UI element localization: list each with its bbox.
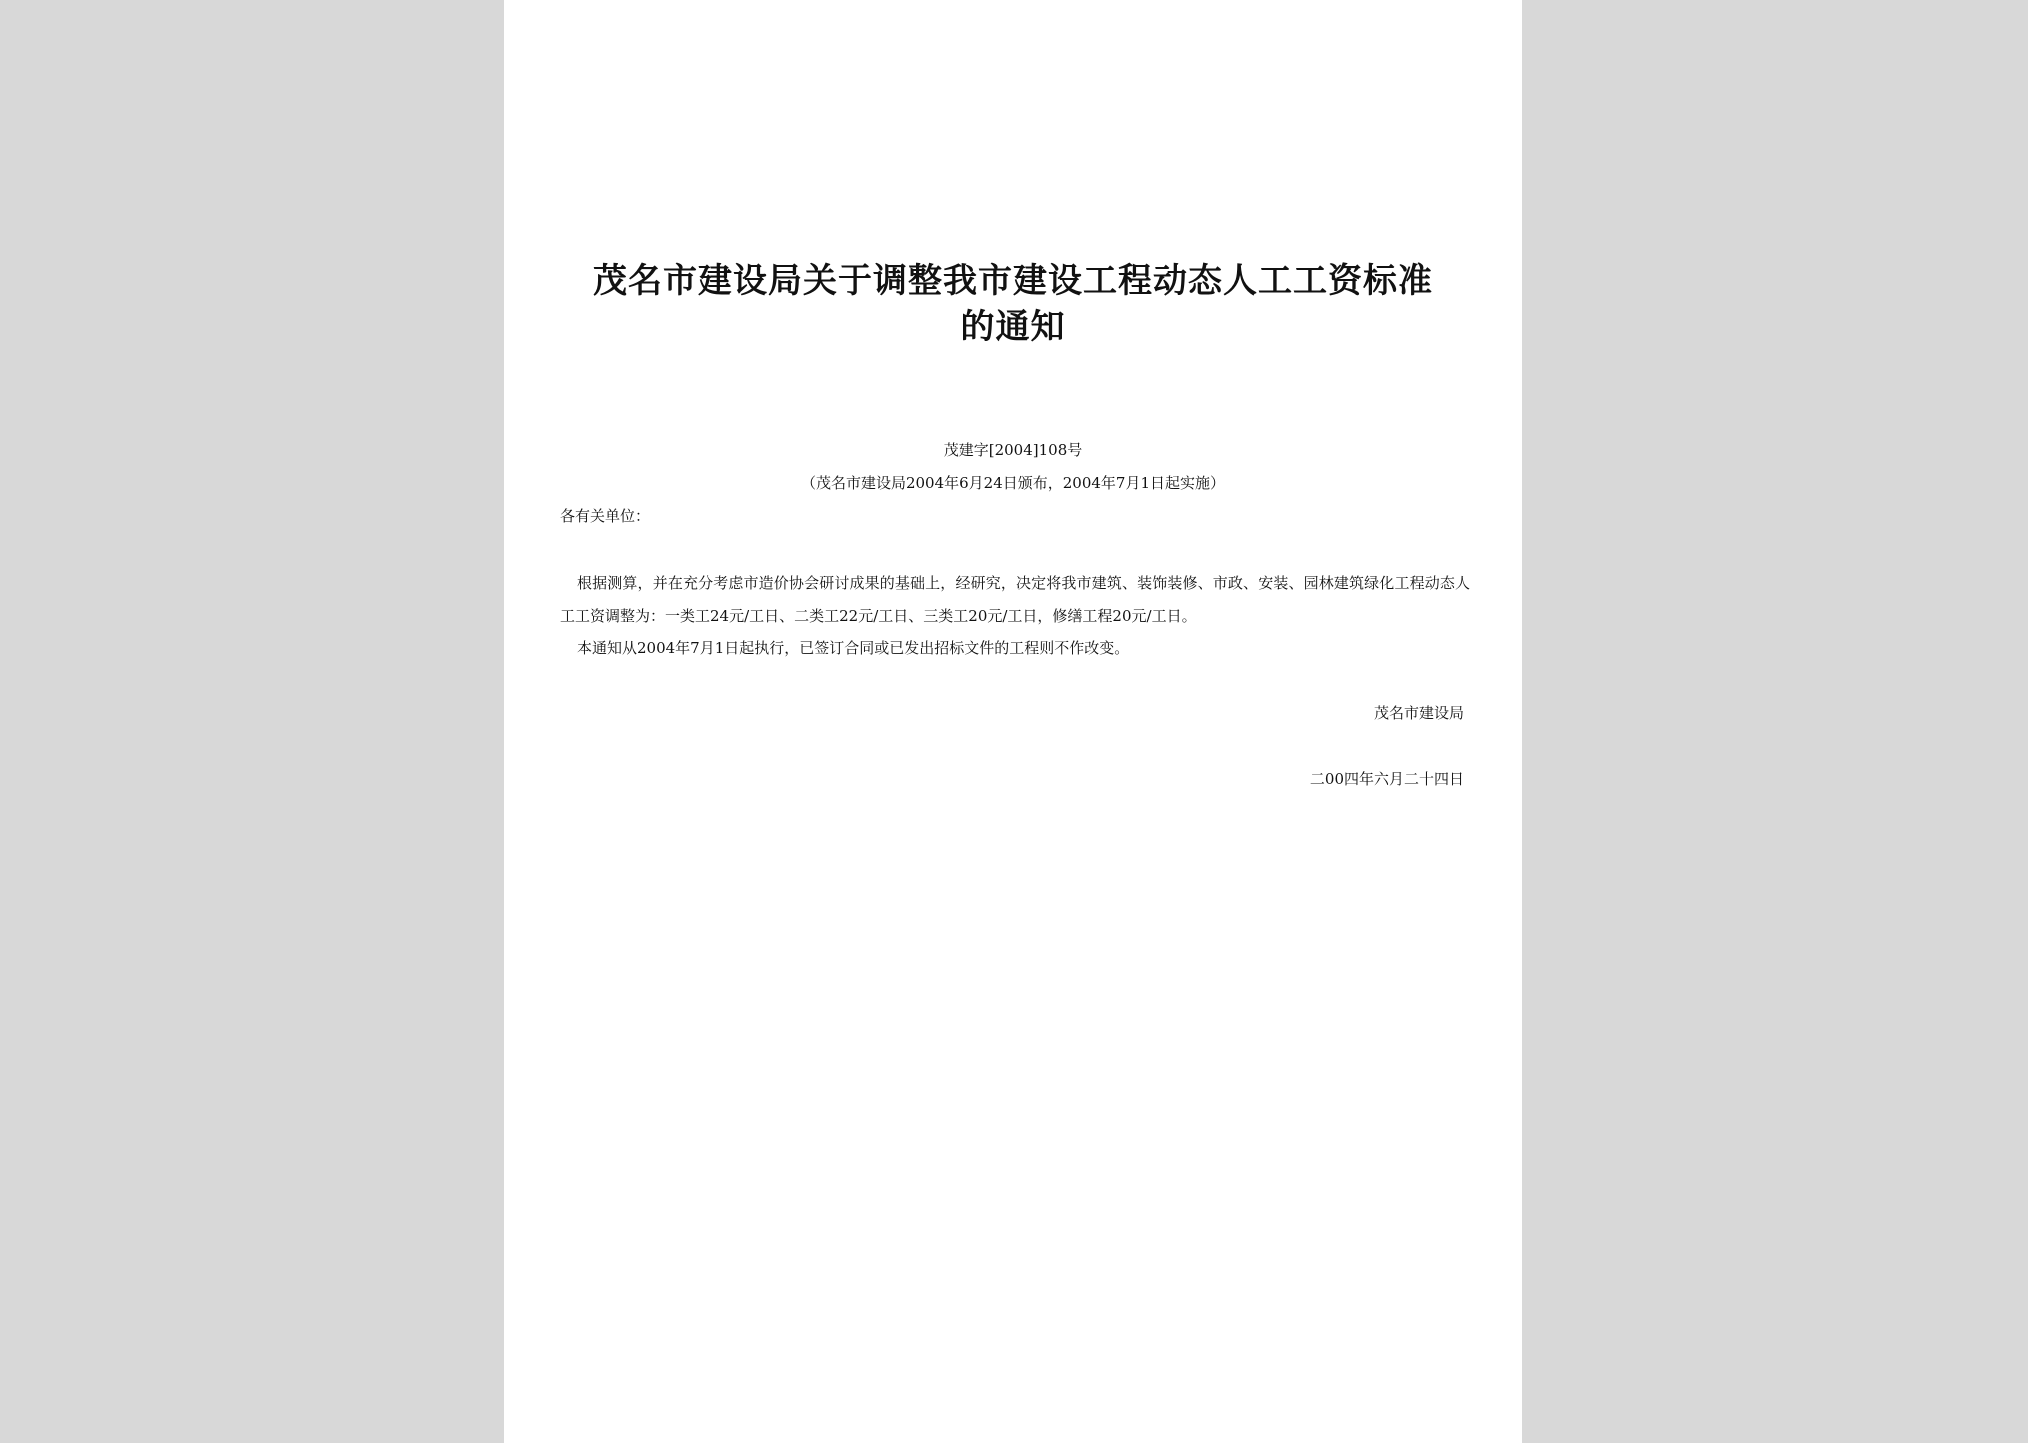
body-paragraph-1: 根据测算，并在充分考虑市造价协会研讨成果的基础上，经研究，决定将我市建筑、装饰装修、市政、安装、园林建筑绿化工程动态人工工资调整为：一类工24元/工日、二类工22元/工日、三类工20元/工日，修缮工程20元/工日。 [560,574,1470,625]
document-number: 茂建字[2004]108号 [943,441,1083,459]
title-line-2: 的通知 [960,307,1066,347]
signing-date: 二00四年六月二十四日 [1309,770,1464,788]
signature: 茂名市建设局 [1373,704,1464,722]
document-page [504,0,1522,1443]
body-paragraph-2: 本通知从2004年7月1日起执行，已签订合同或已发出招标文件的工程则不作改变。 [577,639,1130,657]
salutation: 各有关单位： [560,507,651,525]
document-title [554,258,1472,350]
issued-note: （茂名市建设局2004年6月24日颁布，2004年7月1日起实施） [800,474,1226,492]
title-line-1: 茂名市建设局关于调整我市建设工程动态人工工资标准 [593,261,1433,301]
